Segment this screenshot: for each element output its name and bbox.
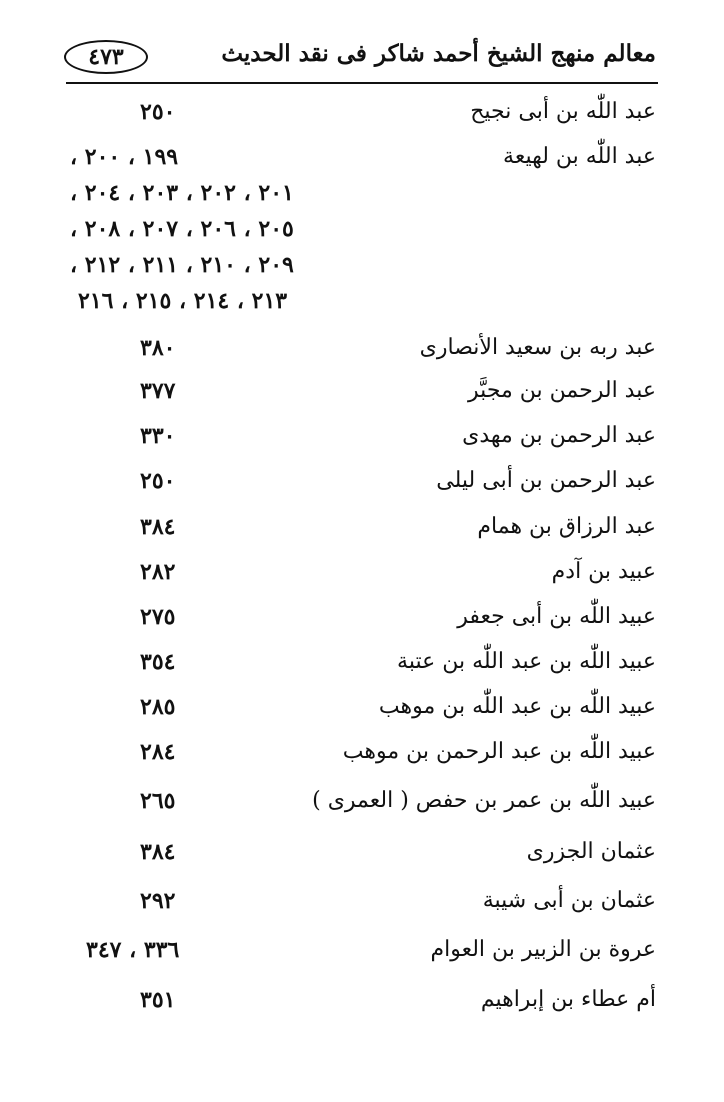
index-entry-name: عروة بن الزبير بن العوام [430, 937, 656, 962]
index-entry-pages: ٢٩٢ [140, 888, 176, 914]
index-entry-pages: ٣٥١ [140, 987, 176, 1013]
index-entry-pages: ٢٥٠ [140, 99, 176, 125]
index-entry-name: عبد ربه بن سعيد الأنصارى [419, 335, 656, 360]
index-entry-pages: ٣٧٧ [140, 378, 176, 404]
index-entry-name: عبد الرحمن بن مهدى [462, 423, 656, 448]
header-rule [66, 82, 658, 84]
index-entry-name: أم عطاء بن إبراهيم [480, 987, 656, 1012]
index-entry-pages: ١٩٩ ، ٢٠٠ ، [70, 144, 179, 170]
index-entry-name: عثمان الجزرى [526, 839, 656, 864]
index-entry-name: عبد اللّٰه بن أبى نجيح [470, 99, 656, 124]
index-entry-name: عبيد اللّٰه بن عبد اللّٰه بن عتبة [397, 649, 656, 674]
index-entry-pages: ٢٦٥ [140, 788, 176, 814]
index-entry-name: عثمان بن أبى شيبة [482, 888, 656, 913]
index-entry-pages: ٢٥٠ [140, 468, 176, 494]
index-entry-pages: ٢٧٥ [140, 604, 176, 630]
index-entry-pages: ٢٨٢ [140, 559, 176, 585]
index-entry-pages: ٣٥٤ [140, 649, 176, 675]
index-entry-name: عبيد اللّٰه بن عبد اللّٰه بن موهب [378, 694, 656, 719]
index-entry-name: عبيد بن آدم [551, 559, 656, 584]
running-header-title: معالم منهج الشيخ أحمد شاكر فى نقد الحديث [221, 40, 656, 67]
index-entry-name: عبيد اللّٰه بن عمر بن حفص ( العمرى ) [312, 788, 656, 813]
index-entry-name: عبيد اللّٰه بن عبد الرحمن بن موهب [342, 739, 656, 764]
index-entry-name: عبد اللّٰه بن لهيعة [503, 144, 656, 169]
index-entry-name: عبد الرزاق بن همام [477, 514, 656, 539]
index-entry-pages: ٢٨٤ [140, 739, 176, 765]
index-entry-pages: ٣٣٦ ، ٣٤٧ [86, 937, 180, 963]
index-entry-pages: ٢٨٥ [140, 694, 176, 720]
index-entry-name: عبيد اللّٰه بن أبى جعفر [457, 604, 656, 629]
index-entry-pages: ٣٨٤ [140, 514, 176, 540]
index-entry-pages-continued: ٢١٣ ، ٢١٤ ، ٢١٥ ، ٢١٦ [78, 288, 288, 314]
index-entry-pages-continued: ٢٠٩ ، ٢١٠ ، ٢١١ ، ٢١٢ ، [70, 252, 294, 278]
page-number: ٤٧٣ [88, 44, 124, 70]
index-entry-pages: ٣٨٤ [140, 839, 176, 865]
index-entry-name: عبد الرحمن بن أبى ليلى [436, 468, 656, 493]
index-entry-pages-continued: ٢٠١ ، ٢٠٢ ، ٢٠٣ ، ٢٠٤ ، [70, 180, 294, 206]
index-entry-name: عبد الرحمن بن مجبَّر [468, 378, 656, 403]
page-number-badge [64, 40, 148, 74]
index-entry-pages: ٣٨٠ [140, 335, 176, 361]
index-entry-pages-continued: ٢٠٥ ، ٢٠٦ ، ٢٠٧ ، ٢٠٨ ، [70, 216, 294, 242]
index-entry-pages: ٣٣٠ [140, 423, 176, 449]
